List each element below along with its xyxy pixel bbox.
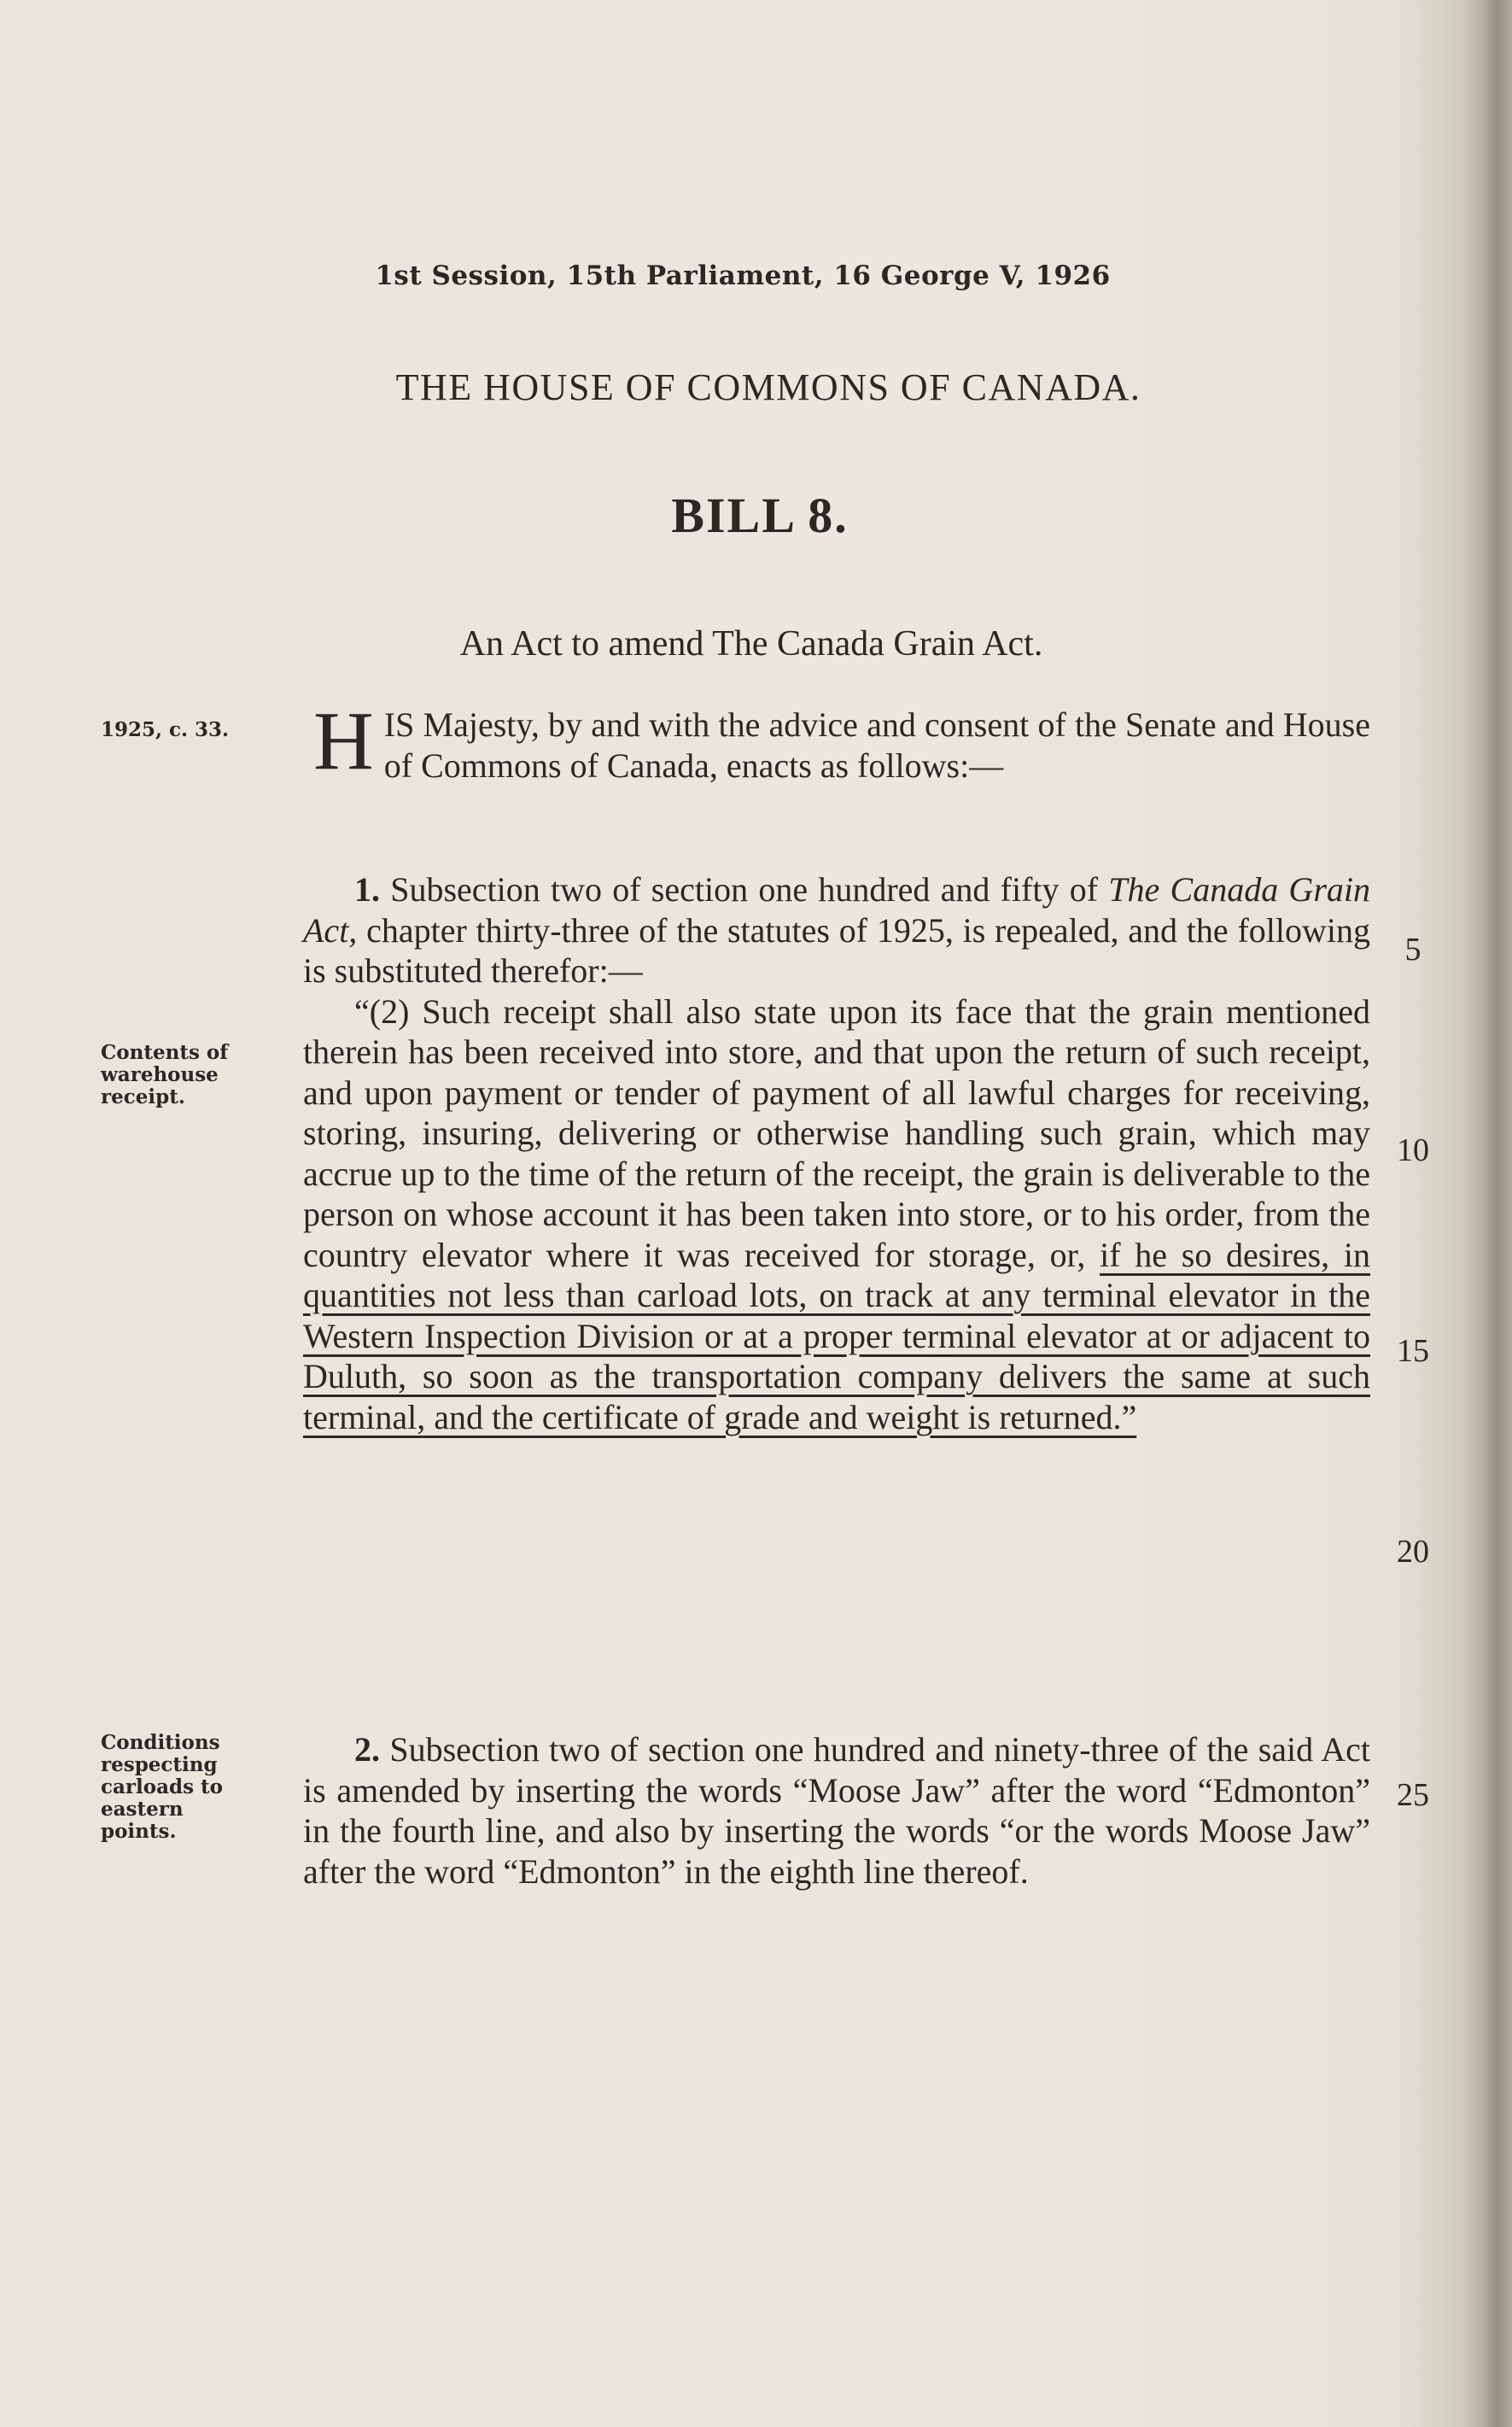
session-line: 1st Session, 15th Parliament, 16 George V, 1926 bbox=[375, 260, 1111, 291]
section-2-number: 2. bbox=[354, 1730, 380, 1769]
dropcap: H bbox=[313, 695, 374, 787]
section-1-text-after: chapter thirty-three of the statutes of 1925, is repealed, and the following is substituted therefor:— bbox=[303, 910, 1370, 990]
act-title: An Act to amend The Canada Grain Act. bbox=[459, 624, 1043, 664]
section-2 bbox=[303, 1729, 1370, 1892]
subsection-2-underlined-text: if he so desires, in quantities not less than carload lots, on track at any terminal elevator in the Western Inspection Division or at a proper terminal elevator at or adjacent to Duluth, so soon as the transportation company delivers the same at such terminal, and the certificate of grade and weight is returned.” bbox=[303, 1235, 1370, 1436]
line-number-20: 20 bbox=[1397, 1534, 1429, 1570]
margin-note-citation: 1925, c. 33. bbox=[101, 718, 230, 741]
section-1 bbox=[303, 869, 1370, 1437]
line-number-25: 25 bbox=[1397, 1777, 1429, 1813]
preamble-text: IS Majesty, by and with the advice and consent of the Senate and House of Commons of Canada, enacts as follows:— bbox=[383, 705, 1370, 785]
section-1-number: 1. bbox=[354, 870, 380, 909]
margin-note-contents: Contents of warehouse receipt. bbox=[101, 1041, 229, 1108]
house-heading: THE HOUSE OF COMMONS OF CANADA. bbox=[395, 366, 1141, 408]
line-number-15: 15 bbox=[1397, 1333, 1429, 1369]
section-1-text-before: Subsection two of section one hundred and fifty of bbox=[380, 870, 1109, 909]
margin-note-conditions: Conditions respecting carloads to eastern points. bbox=[101, 1731, 224, 1843]
preamble bbox=[303, 695, 1370, 787]
bill-number: BILL 8. bbox=[671, 488, 849, 543]
book-spine-shadow bbox=[1461, 0, 1512, 2427]
line-number-10: 10 bbox=[1397, 1132, 1429, 1168]
subsection-2-text: “(2) Such receipt shall also state upon its face that the grain mentioned therein has been received into store, and that upon the return of such receipt, and upon payment or tender of payment of all lawful charges for receiving, storing, insuring, delivering or otherwise handling such grain, which may accrue up to the time of the return of the receipt, the grain is deliverable to the person on whose account it has been taken into store, or to his order, from the country elevator where it was received for storage, or, bbox=[303, 991, 1370, 1274]
line-number-5: 5 bbox=[1404, 932, 1422, 968]
section-1-act-name: The Canada Grain Act, bbox=[303, 870, 1370, 950]
section-2-text: Subsection two of section one hundred and ninety-three of the said Act is amended by inserting the words “Moose Jaw” after the word “Edmonton” in the fourth line, and also by inserting the words “or the words Moose Jaw” after the word “Edmonton” in the eighth line thereof. bbox=[303, 1730, 1370, 1891]
